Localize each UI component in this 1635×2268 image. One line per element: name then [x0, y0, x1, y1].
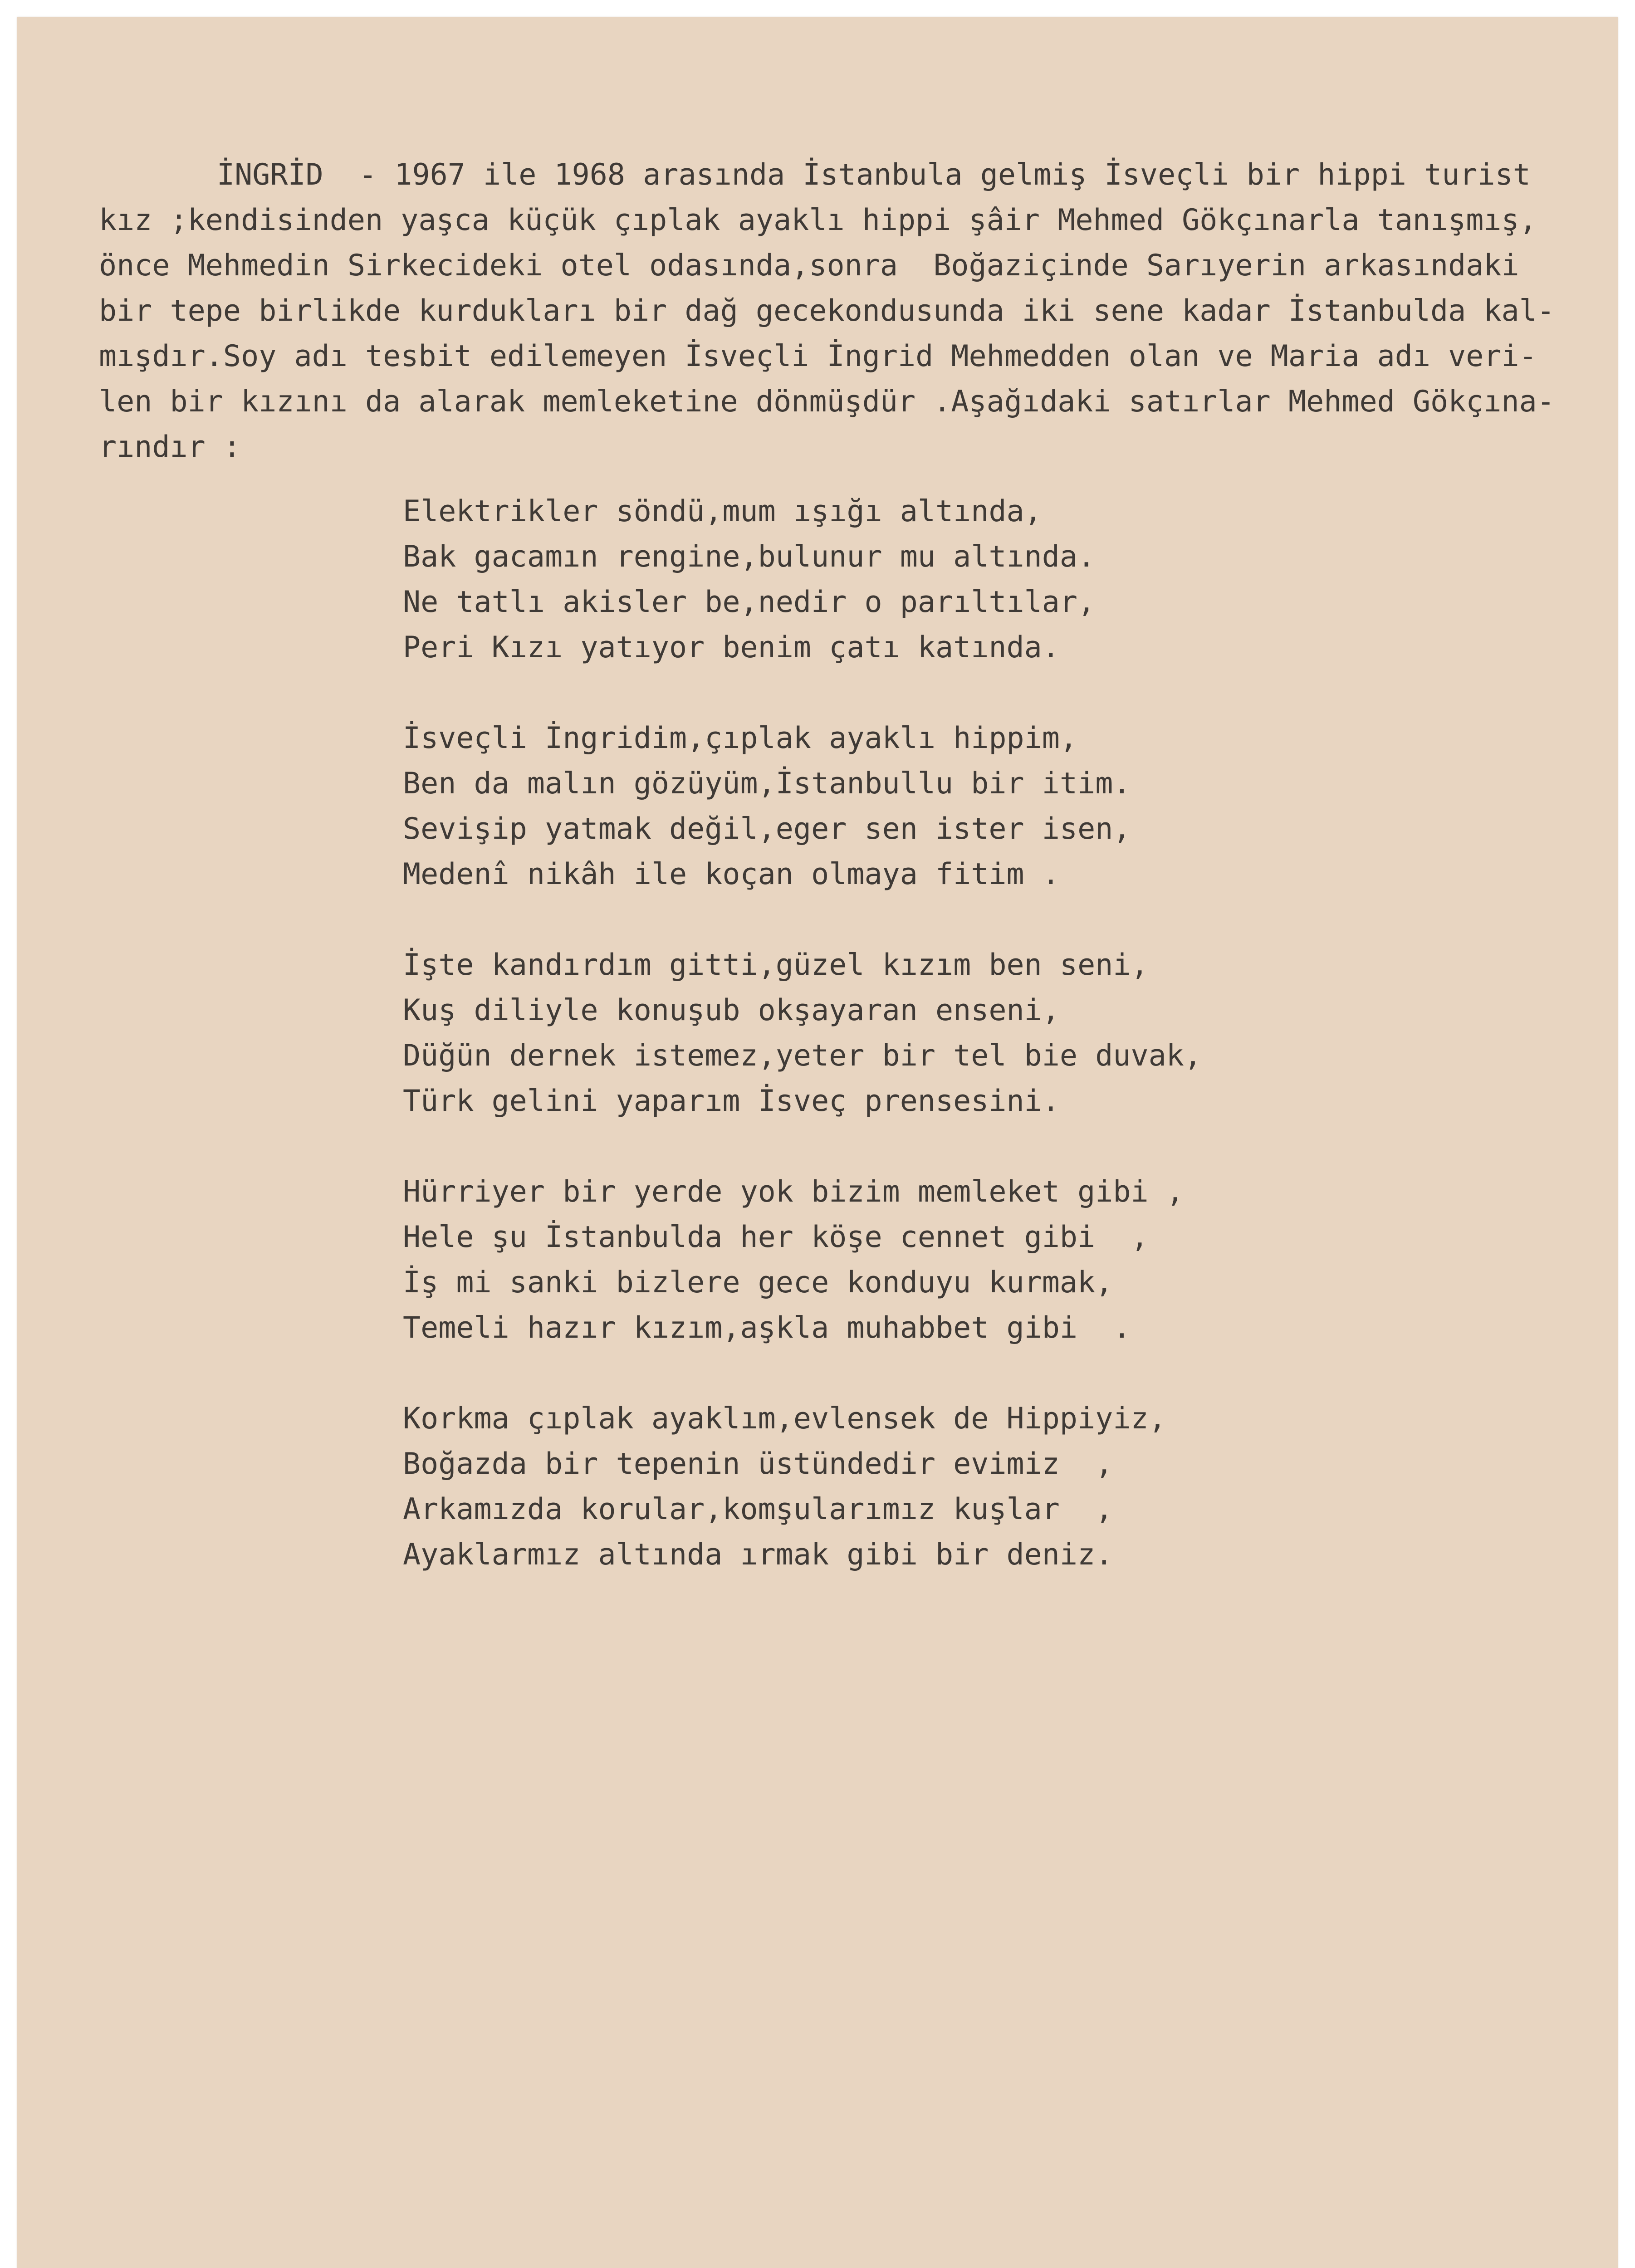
poem-line: Korkma çıplak ayaklım,evlensek de Hippiyiz, [403, 1402, 1166, 1436]
poem-line: Ben da malın gözüyüm,İstanbullu bir itim. [403, 767, 1131, 801]
intro-line: önce Mehmedin Sirkecideki otel odasında,sonra Boğaziçinde Sarıyerin arkasındaki [99, 249, 1519, 283]
intro-line: mışdır.Soy adı tesbit edilemeyen İsveçli İngrid Mehmedden olan ve Maria adı veri- [99, 339, 1537, 373]
poem-line: Medenî nikâh ile koçan olmaya fitim . [403, 857, 1060, 891]
poem-stanza [403, 1169, 1537, 1351]
poem-line: Sevişip yatmak değil,eger sen ister isen, [403, 812, 1131, 846]
poem-line: Ayaklarmız altında ırmak gibi bir deniz. [403, 1538, 1113, 1572]
poem-line: İşte kandırdım gitti,güzel kızım ben seni, [403, 948, 1149, 982]
poem-stanza [403, 489, 1537, 670]
poem-stanza [403, 1396, 1537, 1578]
poem-line: İsveçli İngridim,çıplak ayaklı hippim, [403, 721, 1078, 755]
intro-line: len bir kızını da alarak memleketine dönmüşdür .Aşağıdaki satırlar Mehmed Gökçına- [99, 385, 1555, 419]
poem-stanza [403, 716, 1537, 897]
poem-line: Temeli hazır kızım,aşkla muhabbet gibi . [403, 1311, 1131, 1345]
poem-line: İş mi sanki bizlere gece konduyu kurmak, [403, 1266, 1113, 1300]
poem [403, 489, 1537, 1623]
typewritten-page [17, 17, 1618, 2268]
poem-line: Elektrikler söndü,mum ışığı altında, [403, 494, 1042, 528]
poem-line: Ne tatlı akisler be,nedir o parıltılar, [403, 585, 1096, 619]
poem-line: Bak gacamın rengine,bulunur mu altında. [403, 540, 1096, 574]
poem-line: Kuş diliyle konuşub okşayaran enseni, [403, 993, 1060, 1027]
intro-line: İNGRİD - 1967 ile 1968 arasında İstanbula gelmiş İsveçli bir hippi turist [217, 158, 1531, 192]
poem-line: Peri Kızı yatıyor benim çatı katında. [403, 631, 1060, 665]
poem-line: Düğün dernek istemez,yeter bir tel bie duvak, [403, 1039, 1202, 1073]
poem-line: Türk gelini yaparım İsveç prensesini. [403, 1084, 1060, 1118]
intro-line: kız ;kendisinden yaşca küçük çıplak ayaklı hippi şâir Mehmed Gökçınarla tanışmış, [99, 203, 1537, 237]
poem-line: Boğazda bir tepenin üstündedir evimiz , [403, 1447, 1113, 1481]
poem-line: Hele şu İstanbulda her köşe cennet gibi , [403, 1220, 1149, 1254]
intro-line: rındır : [99, 430, 241, 464]
poem-line: Arkamızda korular,komşularımız kuşlar , [403, 1492, 1113, 1526]
intro-line: bir tepe birlikde kurdukları bir dağ gecekondusunda iki sene kadar İstanbulda kal- [99, 294, 1555, 328]
poem-stanza [403, 943, 1537, 1124]
poem-line: Hürriyer bir yerde yok bizim memleket gibi , [403, 1175, 1184, 1209]
